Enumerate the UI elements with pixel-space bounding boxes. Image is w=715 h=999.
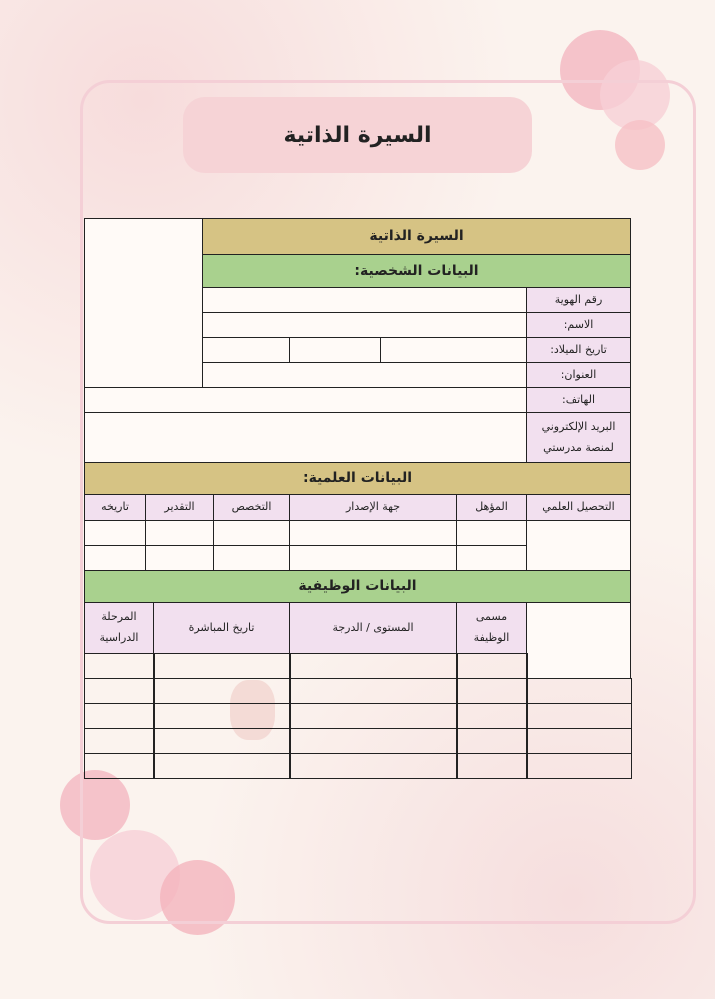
job-cell[interactable] <box>456 653 528 679</box>
name-field[interactable] <box>202 312 527 338</box>
academic-cell[interactable] <box>145 520 214 546</box>
photo-cell[interactable] <box>84 218 203 388</box>
phone-field[interactable] <box>84 387 527 413</box>
academic-cell[interactable] <box>213 520 290 546</box>
job-cell[interactable] <box>456 703 528 729</box>
col-header: المرحلة الدراسية <box>84 602 154 654</box>
address-label: العنوان: <box>526 362 631 388</box>
personal-header: البيانات الشخصية: <box>202 254 631 288</box>
academic-cell[interactable] <box>213 545 290 571</box>
job-cell[interactable] <box>84 653 155 679</box>
job-cell[interactable] <box>456 678 528 704</box>
job-header: البيانات الوظيفية <box>84 570 631 603</box>
job-cell[interactable] <box>456 728 528 754</box>
job-cell[interactable] <box>153 728 291 754</box>
academic-cell[interactable] <box>84 545 146 571</box>
job-cell[interactable] <box>153 753 291 779</box>
col-header: التحصيل العلمي <box>526 494 631 521</box>
col-header: تاريخ المباشرة <box>153 602 290 654</box>
col-header: مسمى الوظيفة <box>456 602 527 654</box>
birth-field[interactable] <box>289 337 381 363</box>
job-cell[interactable] <box>526 678 632 704</box>
academic-header: البيانات العلمية: <box>84 462 631 495</box>
col-header: جهة الإصدار <box>289 494 457 521</box>
job-cell[interactable] <box>153 678 291 704</box>
birth-field[interactable] <box>202 337 290 363</box>
col-header: التخصص <box>213 494 290 521</box>
job-cell[interactable] <box>84 753 155 779</box>
academic-cell[interactable] <box>145 545 214 571</box>
col-header: تاريخه <box>84 494 146 521</box>
job-cell[interactable] <box>289 728 458 754</box>
job-cell[interactable] <box>526 753 632 779</box>
name-label: الاسم: <box>526 312 631 338</box>
col-header: المستوى / الدرجة <box>289 602 457 654</box>
academic-cell[interactable] <box>456 545 527 571</box>
job-cell[interactable] <box>289 653 458 679</box>
email-field[interactable] <box>84 412 527 463</box>
birth-field[interactable] <box>380 337 527 363</box>
academic-cell[interactable] <box>526 520 631 571</box>
id-label: رقم الهوية <box>526 287 631 313</box>
job-cell[interactable] <box>289 703 458 729</box>
job-cell[interactable] <box>289 678 458 704</box>
birth-label: تاريخ الميلاد: <box>526 337 631 363</box>
academic-cell[interactable] <box>456 520 527 546</box>
email-label: البريد الإلكتروني لمنصة مدرستي <box>526 412 631 463</box>
job-cell[interactable] <box>526 602 631 679</box>
phone-label: الهاتف: <box>526 387 631 413</box>
job-cell[interactable] <box>526 728 632 754</box>
table-title: السيرة الذاتية <box>202 218 631 255</box>
page-title: السيرة الذاتية <box>183 97 532 173</box>
col-header: التقدير <box>145 494 214 521</box>
job-cell[interactable] <box>456 753 528 779</box>
academic-cell[interactable] <box>289 545 457 571</box>
col-header: المؤهل <box>456 494 527 521</box>
academic-cell[interactable] <box>289 520 457 546</box>
id-field[interactable] <box>202 287 527 313</box>
job-cell[interactable] <box>153 653 291 679</box>
job-cell[interactable] <box>526 703 632 729</box>
job-cell[interactable] <box>84 703 155 729</box>
job-cell[interactable] <box>153 703 291 729</box>
address-field[interactable] <box>202 362 527 388</box>
job-cell[interactable] <box>84 728 155 754</box>
job-cell[interactable] <box>289 753 458 779</box>
academic-cell[interactable] <box>84 520 146 546</box>
job-cell[interactable] <box>84 678 155 704</box>
